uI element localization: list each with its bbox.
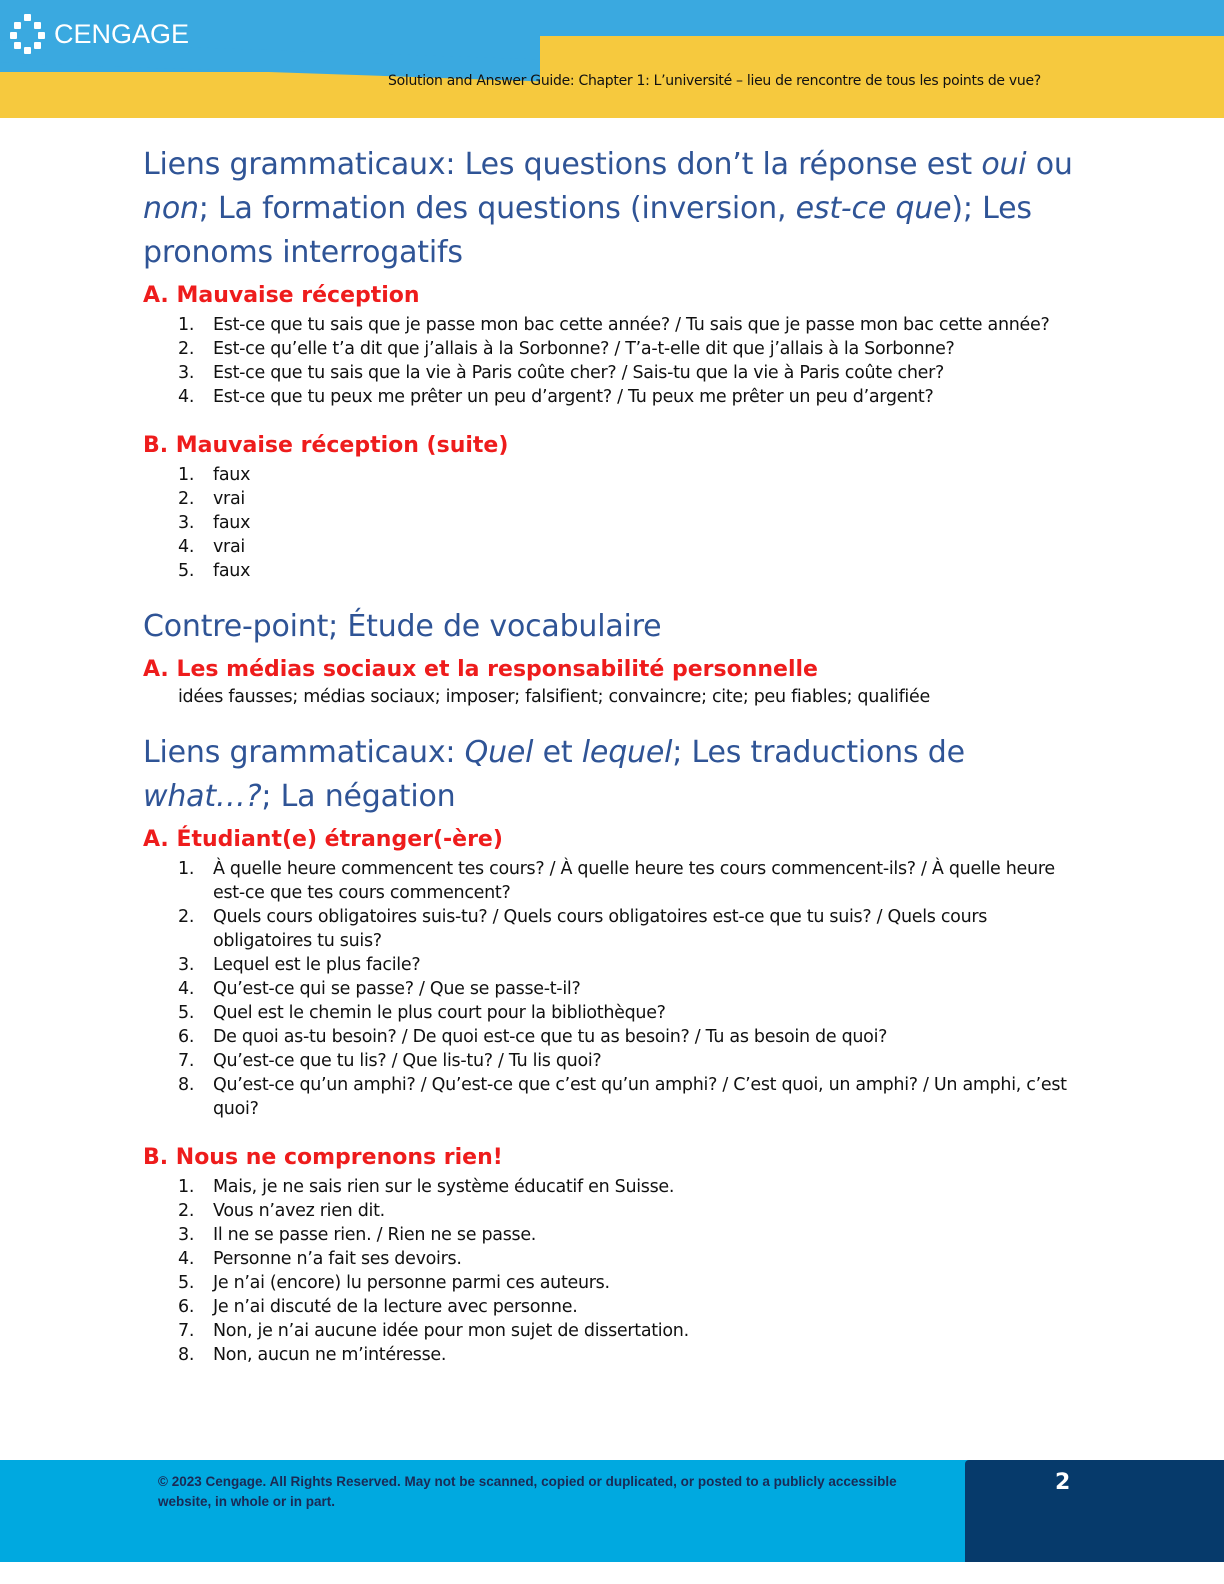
list-item xyxy=(143,313,1083,337)
section-title xyxy=(143,143,1083,275)
answer-text: idées fausses; médias sociaux; imposer; falsifient; convaincre; cite; peu fiables; qualifiée xyxy=(178,687,930,707)
item-text: Vous n’avez rien dit. xyxy=(213,1201,385,1221)
cengage-logo-icon xyxy=(10,14,48,54)
subsection-heading: B. Nous ne comprenons rien! xyxy=(143,1145,503,1170)
spacer xyxy=(143,409,1083,425)
list-item xyxy=(143,487,1083,511)
item-text: vrai xyxy=(213,537,245,557)
list-item xyxy=(143,1295,1083,1319)
answer-list xyxy=(143,313,1083,409)
list-item xyxy=(143,1223,1083,1247)
list-item xyxy=(143,1049,1083,1073)
item-number: 5. xyxy=(178,1003,195,1023)
list-item xyxy=(143,361,1083,385)
item-text: De quoi as-tu besoin? / De quoi est-ce que tu as besoin? / Tu as besoin de quoi? xyxy=(213,1027,888,1047)
item-number: 4. xyxy=(178,387,195,407)
title-part: Quel xyxy=(464,735,534,770)
item-number: 3. xyxy=(178,513,195,533)
item-number: 2. xyxy=(178,489,195,509)
title-part: Liens grammaticaux: Les questions don’t la réponse est xyxy=(143,147,982,182)
item-number: 2. xyxy=(178,907,195,927)
item-text: Non, aucun ne m’intéresse. xyxy=(213,1345,447,1365)
item-number: 1. xyxy=(178,465,195,485)
item-text: Qu’est-ce qu’un amphi? / Qu’est-ce que c’est qu’un amphi? / C’est quoi, un amphi? / Un amphi, c’est quoi? xyxy=(213,1075,1067,1119)
list-item xyxy=(143,1025,1083,1049)
list-item xyxy=(143,1001,1083,1025)
item-text: Est-ce qu’elle t’a dit que j’allais à la Sorbonne? / T’a-t-elle dit que j’allais à la Sorbonne? xyxy=(213,339,955,359)
title-part: what…? xyxy=(143,779,262,814)
list-item xyxy=(143,1271,1083,1295)
list-item xyxy=(143,559,1083,583)
logo-text: CENGAGE xyxy=(54,18,190,49)
item-number: 1. xyxy=(178,859,195,879)
title-part: ); Les pronoms interrogatifs xyxy=(143,191,1032,270)
item-number: 4. xyxy=(178,537,195,557)
item-text: Qu’est-ce qui se passe? / Que se passe-t-il? xyxy=(213,979,581,999)
title-part: et xyxy=(533,735,582,770)
item-number: 8. xyxy=(178,1075,195,1095)
item-number: 4. xyxy=(178,1249,195,1269)
item-number: 2. xyxy=(178,339,195,359)
item-text: Qu’est-ce que tu lis? / Que lis-tu? / Tu lis quoi? xyxy=(213,1051,602,1071)
list-item xyxy=(143,1073,1083,1121)
title-part: Liens grammaticaux: xyxy=(143,735,465,770)
list-item xyxy=(143,953,1083,977)
list-item xyxy=(143,1247,1083,1271)
copyright-notice: © 2023 Cengage. All Rights Reserved. May not be scanned, copied or duplicated, or posted to a publicly accessible website, in whole or in part. xyxy=(158,1474,897,1509)
answer-list xyxy=(143,463,1083,583)
item-number: 3. xyxy=(178,955,195,975)
list-item xyxy=(143,1199,1083,1223)
subsection-heading: A. Mauvaise réception xyxy=(143,283,420,308)
title-part: est-ce que xyxy=(795,191,952,226)
title-part: ou xyxy=(1026,147,1073,182)
item-text: faux xyxy=(213,561,251,581)
item-number: 5. xyxy=(178,1273,195,1293)
item-number: 1. xyxy=(178,315,195,335)
item-number: 1. xyxy=(178,1177,195,1197)
list-item xyxy=(143,385,1083,409)
list-item xyxy=(143,463,1083,487)
title-part: ; La formation des questions (inversion, xyxy=(198,191,796,226)
title-part: ; La négation xyxy=(261,779,456,814)
item-text: À quelle heure commencent tes cours? / À quelle heure tes cours commencent-ils? / À quelle heure est-ce que tes cours commencent? xyxy=(213,859,1055,903)
item-text: Mais, je ne sais rien sur le système éducatif en Suisse. xyxy=(213,1177,675,1197)
item-number: 8. xyxy=(178,1345,195,1365)
item-number: 3. xyxy=(178,1225,195,1245)
item-text: Quels cours obligatoires suis-tu? / Quels cours obligatoires est-ce que tu suis? / Quels cours obligatoires tu suis? xyxy=(213,907,988,951)
page-number: 2 xyxy=(1055,1470,1071,1495)
list-item xyxy=(143,1319,1083,1343)
item-text: Je n’ai (encore) lu personne parmi ces auteurs. xyxy=(213,1273,610,1293)
list-item xyxy=(143,511,1083,535)
list-item xyxy=(143,535,1083,559)
spacer xyxy=(143,709,1083,731)
item-text: vrai xyxy=(213,489,245,509)
item-text: Est-ce que tu sais que la vie à Paris coûte cher? / Sais-tu que la vie à Paris coûte cher? xyxy=(213,363,945,383)
item-number: 6. xyxy=(178,1297,195,1317)
section-title xyxy=(143,731,1083,819)
title-part: lequel xyxy=(581,735,673,770)
list-item xyxy=(143,905,1083,953)
list-item xyxy=(143,857,1083,905)
item-text: Personne n’a fait ses devoirs. xyxy=(213,1249,462,1269)
page-footer xyxy=(0,1460,1224,1562)
title-part: Contre-point; Étude de vocabulaire xyxy=(143,609,662,644)
item-number: 4. xyxy=(178,979,195,999)
answer-list xyxy=(143,1175,1083,1367)
item-text: Lequel est le plus facile? xyxy=(213,955,421,975)
list-item xyxy=(143,337,1083,361)
item-number: 5. xyxy=(178,561,195,581)
item-text: Quel est le chemin le plus court pour la bibliothèque? xyxy=(213,1003,666,1023)
document-body xyxy=(143,143,1083,1367)
section-title xyxy=(143,605,1083,649)
item-text: Est-ce que tu sais que je passe mon bac cette année? / Tu sais que je passe mon bac cette année? xyxy=(213,315,1050,335)
answer-list xyxy=(143,857,1083,1121)
item-number: 7. xyxy=(178,1051,195,1071)
item-number: 2. xyxy=(178,1201,195,1221)
subsection-heading: A. Étudiant(e) étranger(-ère) xyxy=(143,827,503,852)
item-text: Je n’ai discuté de la lecture avec personne. xyxy=(213,1297,578,1317)
item-number: 6. xyxy=(178,1027,195,1047)
spacer xyxy=(143,583,1083,605)
item-number: 3. xyxy=(178,363,195,383)
subsection-heading: A. Les médias sociaux et la responsabilité personnelle xyxy=(143,657,818,682)
item-text: faux xyxy=(213,465,251,485)
item-text: Est-ce que tu peux me prêter un peu d’argent? / Tu peux me prêter un peu d’argent? xyxy=(213,387,934,407)
page-header xyxy=(0,0,1224,118)
title-part: oui xyxy=(981,147,1027,182)
item-number: 7. xyxy=(178,1321,195,1341)
title-part: ; Les traductions de xyxy=(672,735,965,770)
subsection-heading: B. Mauvaise réception (suite) xyxy=(143,433,509,458)
item-text: Il ne se passe rien. / Rien ne se passe. xyxy=(213,1225,537,1245)
item-text: Non, je n’ai aucune idée pour mon sujet de dissertation. xyxy=(213,1321,689,1341)
list-item xyxy=(143,977,1083,1001)
title-part: non xyxy=(143,191,199,226)
spacer xyxy=(143,1121,1083,1137)
list-item xyxy=(143,1343,1083,1367)
cengage-logo xyxy=(10,14,189,54)
list-item xyxy=(143,1175,1083,1199)
running-title: Solution and Answer Guide: Chapter 1: L’université – lieu de rencontre de tous les points de vue? xyxy=(388,73,1041,89)
item-text: faux xyxy=(213,513,251,533)
